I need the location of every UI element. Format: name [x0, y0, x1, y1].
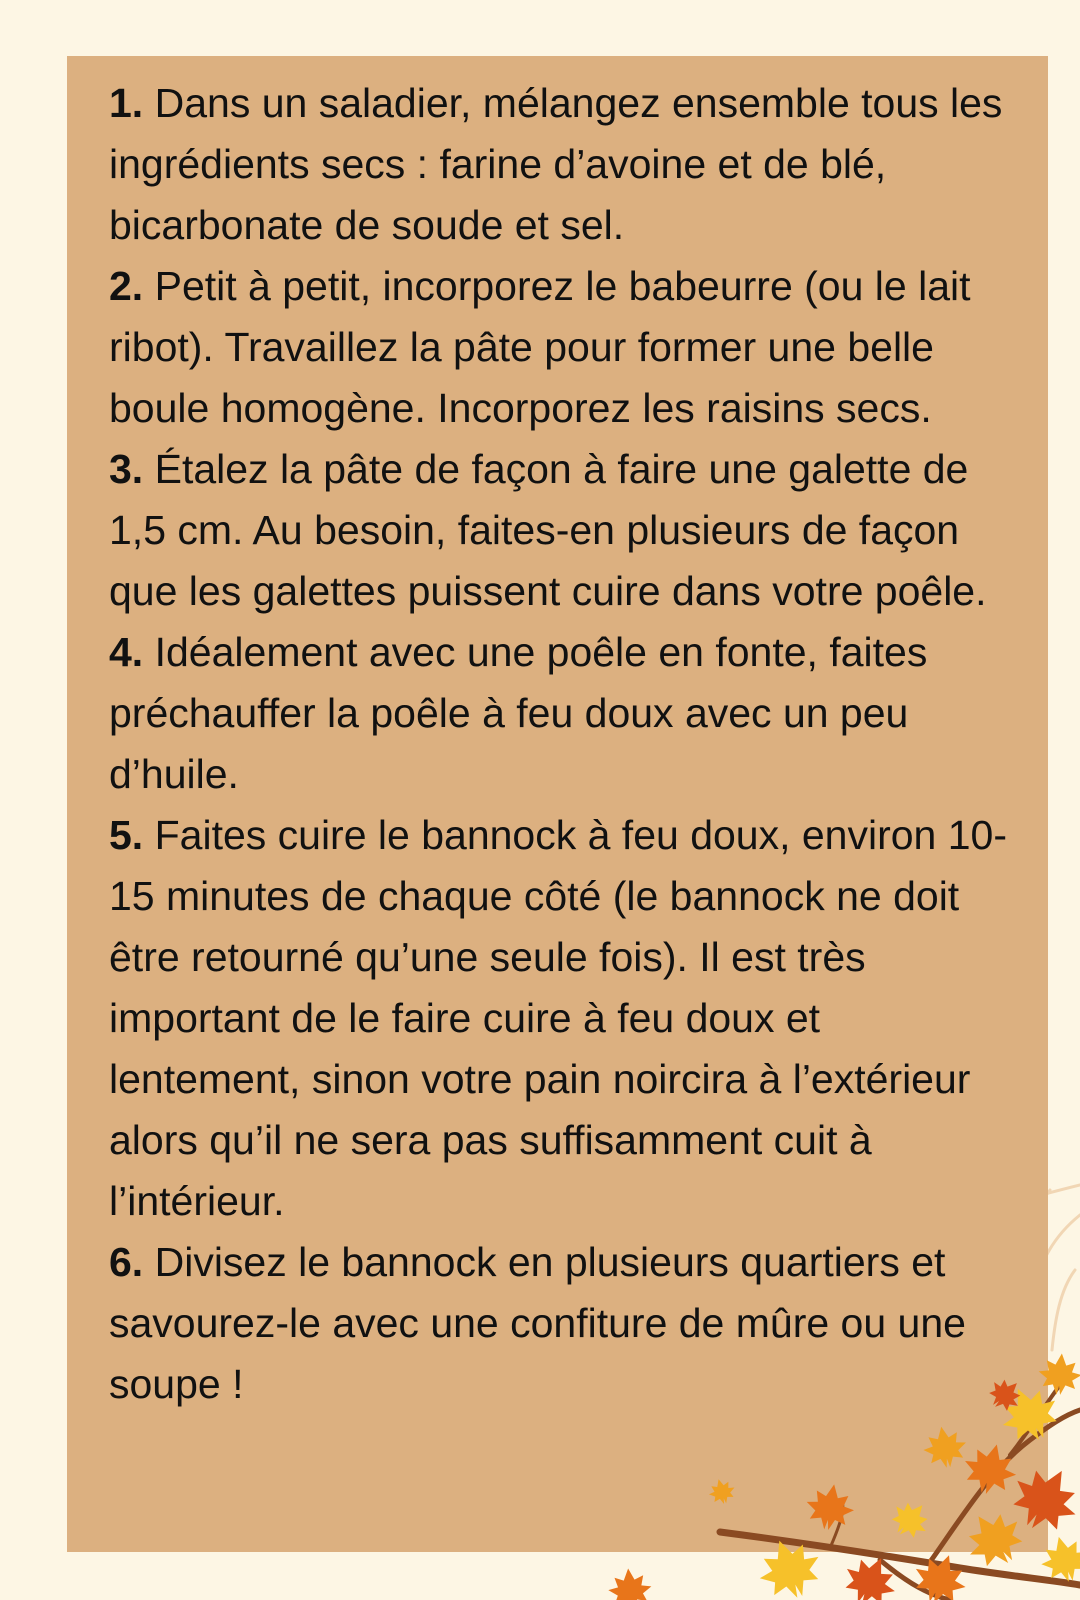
- step-text: Divisez le bannock en plusieurs quartiers et savourez-le avec une confiture de mûre ou une soupe !: [109, 1239, 966, 1407]
- step-number: 4.: [109, 629, 144, 675]
- step-text: Faites cuire le bannock à feu doux, environ 10-15 minutes de chaque côté (le bannock ne doit être retourné qu’une seule fois). Il est très important de le faire cuire à feu doux et lentement, sinon votre pain noircira à l’extérieur alors qu’il ne sera pas suffisamment cuit à l’intérieur.: [109, 812, 1008, 1224]
- recipe-steps: [109, 73, 1009, 1415]
- step-text: Dans un saladier, mélangez ensemble tous les ingrédients secs : farine d’avoine et de blé, bicarbonate de soude et sel.: [109, 80, 1003, 248]
- step-number: 5.: [109, 812, 144, 858]
- step-2: [109, 256, 1009, 439]
- step-5: [109, 805, 1009, 1232]
- step-number: 2.: [109, 263, 144, 309]
- step-1: [109, 73, 1009, 256]
- step-6: [109, 1232, 1009, 1415]
- step-text: Petit à petit, incorporez le babeurre (ou le lait ribot). Travaillez la pâte pour former une belle boule homogène. Incorporez les raisins secs.: [109, 263, 971, 431]
- step-number: 6.: [109, 1239, 144, 1285]
- step-text: Idéalement avec une poêle en fonte, faites préchauffer la poêle à feu doux avec un peu d’huile.: [109, 629, 928, 797]
- step-text: Étalez la pâte de façon à faire une galette de 1,5 cm. Au besoin, faites-en plusieurs de façon que les galettes puissent cuire dans votre poêle.: [109, 446, 987, 614]
- step-4: [109, 622, 1009, 805]
- step-number: 1.: [109, 80, 144, 126]
- step-number: 3.: [109, 446, 144, 492]
- step-3: [109, 439, 1009, 622]
